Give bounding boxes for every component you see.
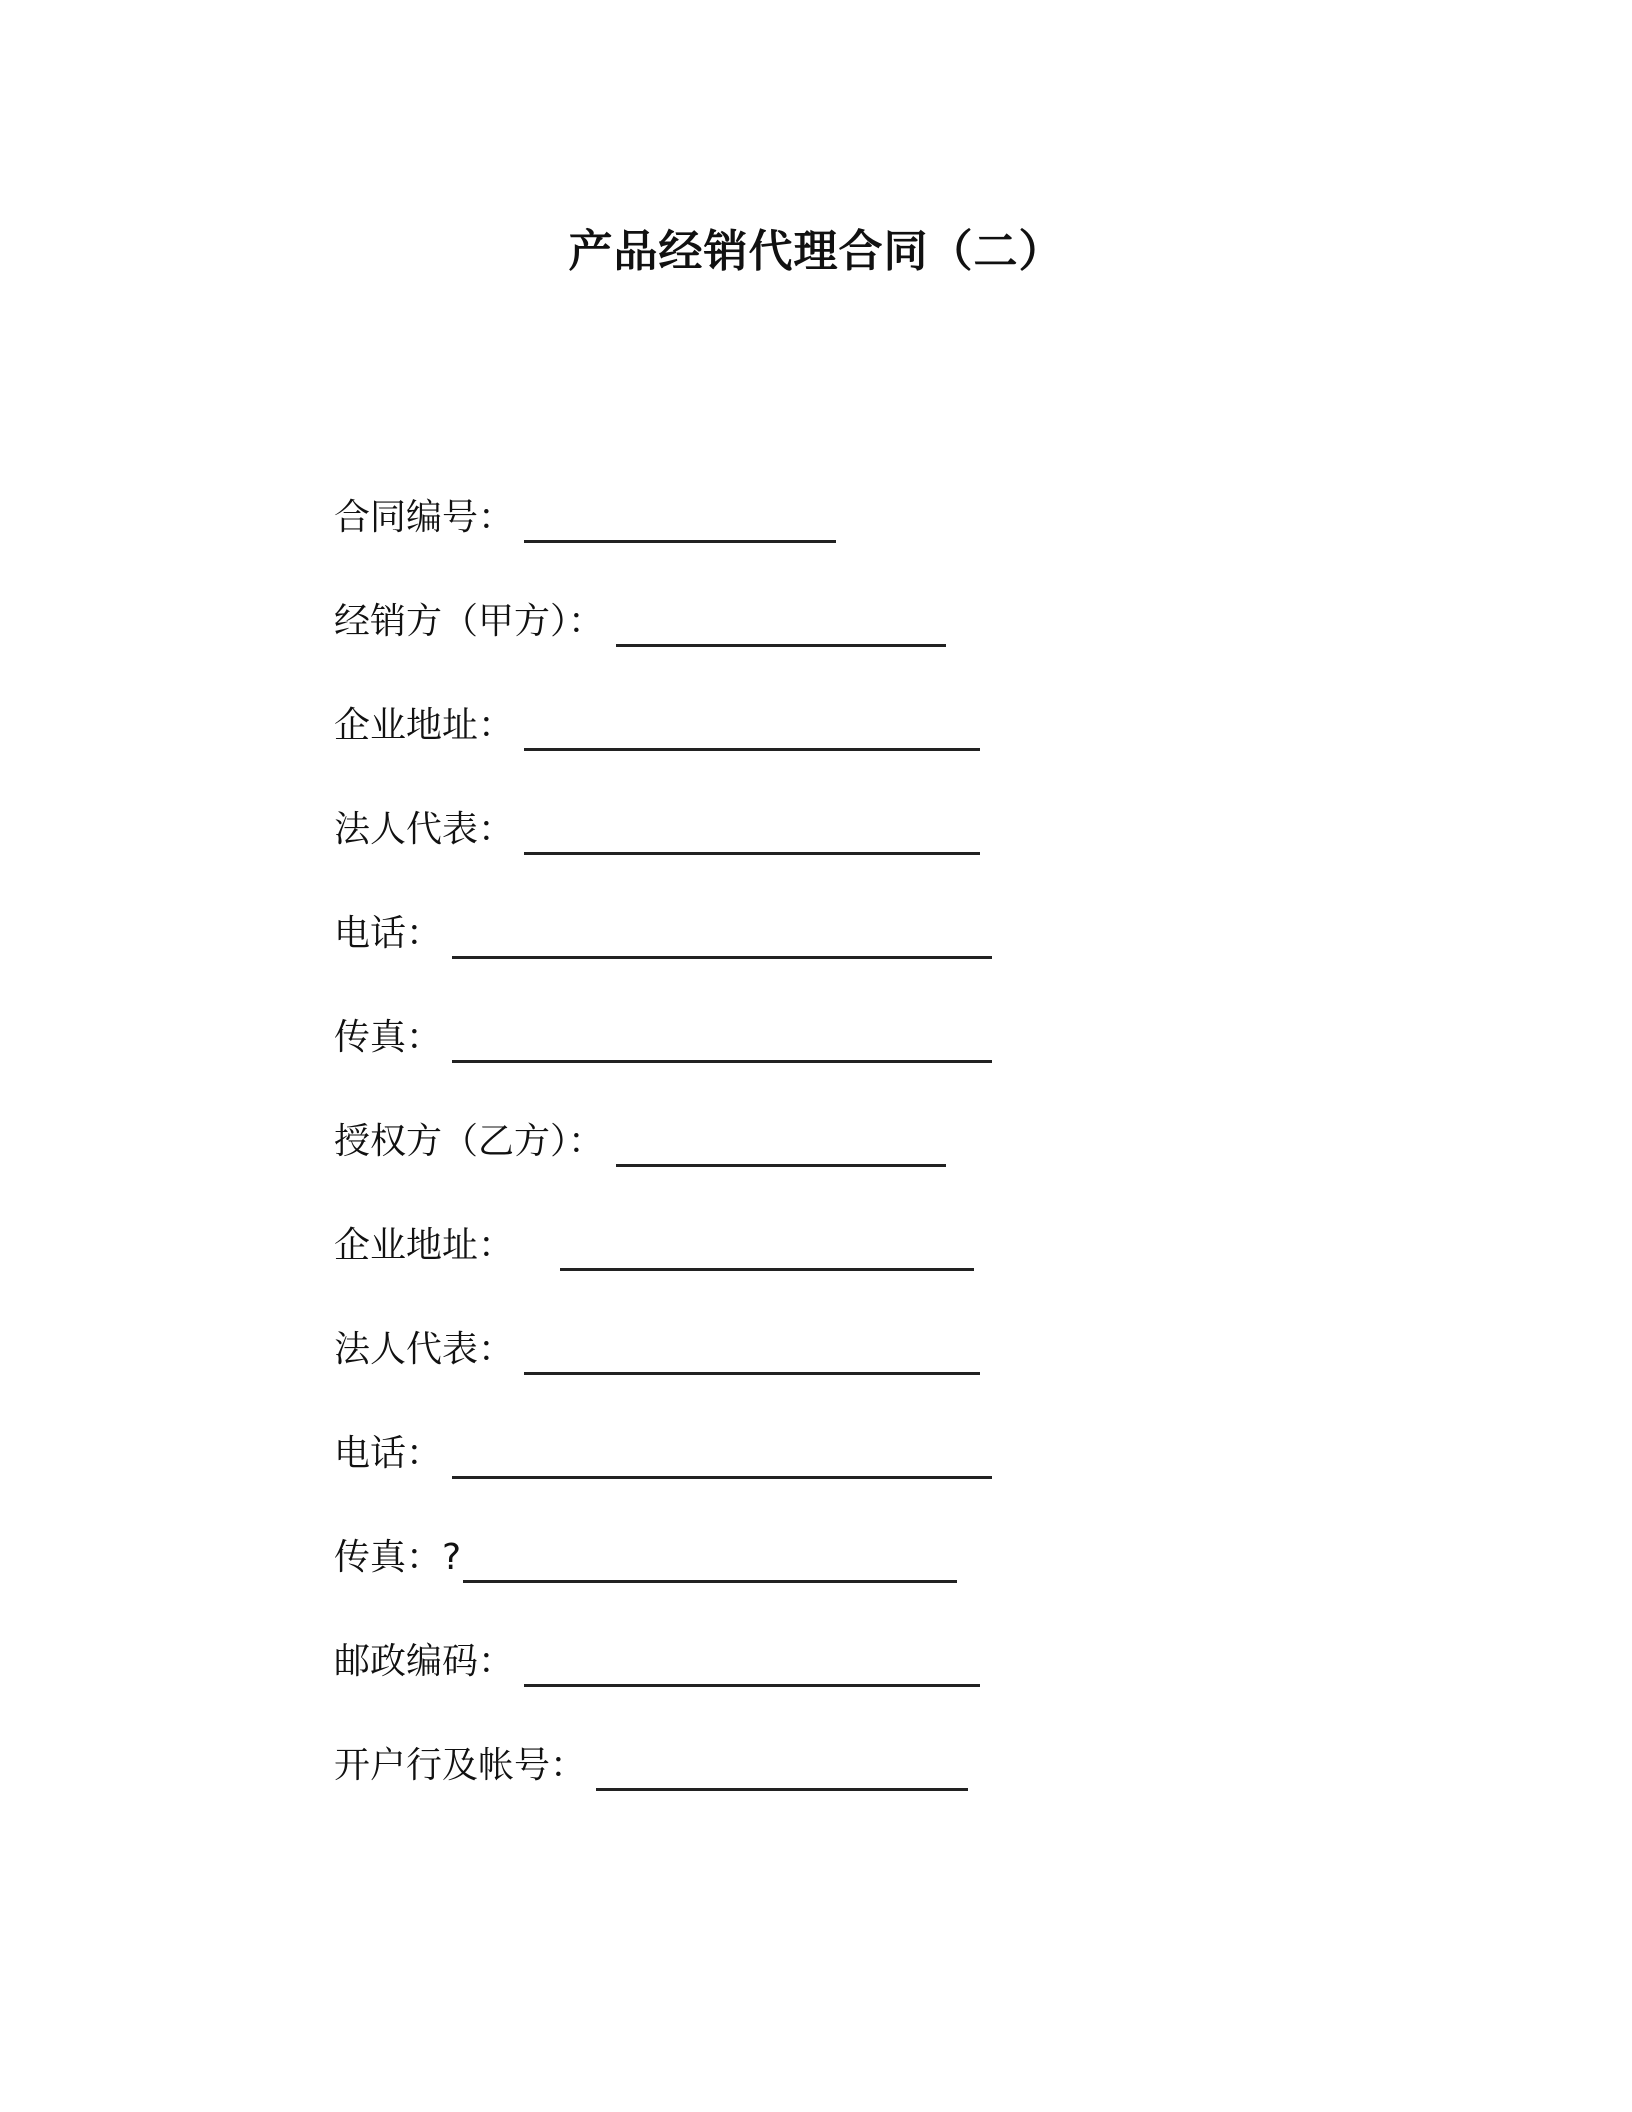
- fill-in-blank[interactable]: [452, 908, 992, 959]
- field-label: 法人代表：: [334, 1329, 515, 1370]
- field-party-a-fax: [334, 1008, 1434, 1112]
- field-party-b: [334, 1112, 1434, 1216]
- field-label: 电话：: [334, 1433, 443, 1474]
- fill-in-blank[interactable]: [524, 700, 980, 751]
- field-label: 合同编号：: [334, 497, 515, 538]
- field-postal-code: [334, 1632, 1434, 1736]
- field-party-a-legal-rep: [334, 800, 1434, 904]
- document-title: 产品经销代理合同（二）: [568, 226, 1064, 277]
- fill-in-blank[interactable]: [616, 596, 946, 647]
- field-party-a-phone: [334, 904, 1434, 1008]
- field-party-b-legal-rep: [334, 1320, 1434, 1424]
- field-party-b-address: [334, 1216, 1434, 1320]
- contract-party-fields: [334, 488, 1434, 1840]
- fill-in-blank[interactable]: [452, 1012, 992, 1063]
- field-label: 企业地址：: [334, 1225, 515, 1266]
- field-label: 电话：: [334, 913, 443, 954]
- field-contract-number: [334, 488, 1434, 592]
- field-label: 企业地址：: [334, 705, 515, 746]
- fill-in-blank[interactable]: [524, 1324, 980, 1375]
- field-label: 开户行及帐号：: [334, 1745, 587, 1786]
- field-party-b-fax: [334, 1528, 1434, 1632]
- fill-in-blank[interactable]: [463, 1532, 957, 1583]
- fill-in-blank[interactable]: [524, 1636, 980, 1687]
- fill-in-blank[interactable]: [524, 804, 980, 855]
- field-label: 授权方（乙方）：: [334, 1121, 605, 1162]
- fill-in-blank[interactable]: [560, 1220, 974, 1271]
- field-label: 传真：: [334, 1017, 443, 1058]
- field-label: 邮政编码：: [334, 1641, 515, 1682]
- field-party-a-address: [334, 696, 1434, 800]
- field-label: 传真：?: [334, 1537, 462, 1578]
- field-party-a: [334, 592, 1434, 696]
- field-party-b-phone: [334, 1424, 1434, 1528]
- fill-in-blank[interactable]: [616, 1116, 946, 1167]
- fill-in-blank[interactable]: [524, 492, 836, 543]
- field-label: 法人代表：: [334, 809, 515, 850]
- field-label: 经销方（甲方）：: [334, 601, 605, 642]
- field-bank-account: [334, 1736, 1434, 1840]
- fill-in-blank[interactable]: [452, 1428, 992, 1479]
- fill-in-blank[interactable]: [596, 1740, 968, 1791]
